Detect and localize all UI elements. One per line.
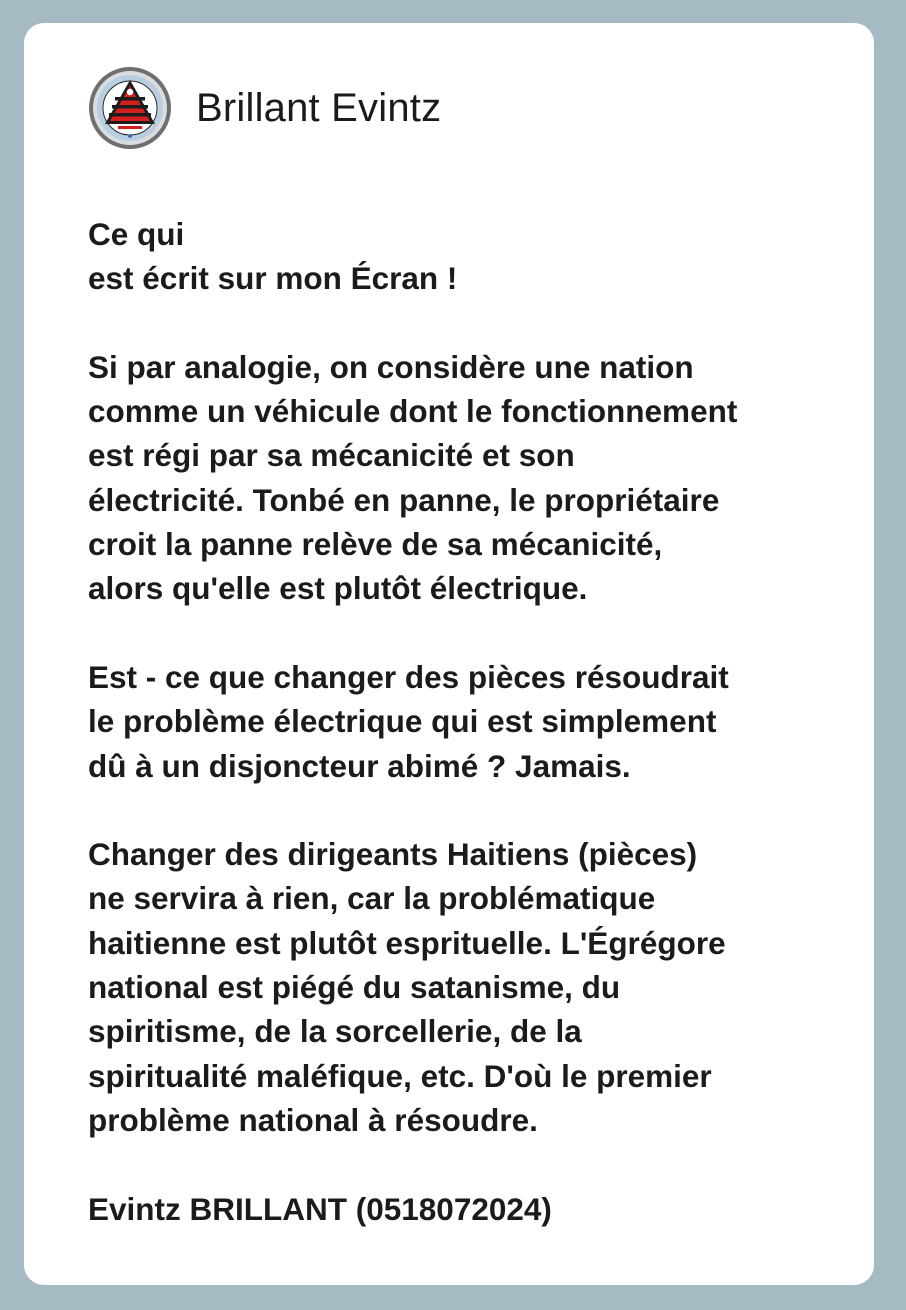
paragraph bbox=[88, 212, 848, 301]
paragraph bbox=[88, 345, 848, 611]
author-name[interactable]: Brillant Evintz bbox=[196, 85, 442, 130]
paragraph bbox=[88, 655, 848, 788]
text-line: haitienne est plutôt esprituelle. L'Égrégore bbox=[88, 924, 726, 961]
text-line: le problème électrique qui est simplement bbox=[88, 703, 717, 740]
signature bbox=[88, 1187, 848, 1231]
paragraph bbox=[88, 832, 848, 1142]
post-body bbox=[88, 212, 848, 1231]
avatar[interactable] bbox=[88, 66, 172, 150]
text-line: spiritisme, de la sorcellerie, de la bbox=[88, 1013, 582, 1050]
text-line: problème national à résoudre. bbox=[88, 1101, 538, 1138]
text-line: est régi par sa mécanicité et son bbox=[88, 437, 575, 474]
post-header bbox=[88, 65, 441, 151]
text-line: Est - ce que changer des pièces résoudrait bbox=[88, 658, 729, 695]
text-line: spiritualité maléfique, etc. D'où le premier bbox=[88, 1057, 712, 1094]
text-line: croit la panne relève de sa mécanicité, bbox=[88, 526, 663, 563]
text-line: Si par analogie, on considère une nation bbox=[88, 348, 694, 385]
signature-line: Evintz BRILLANT (0518072024) bbox=[88, 1190, 552, 1227]
text-line: comme un véhicule dont le fonctionnement bbox=[88, 393, 738, 430]
text-line: national est piégé du satanisme, du bbox=[88, 969, 621, 1006]
post-card bbox=[24, 23, 874, 1285]
text-line: Changer des dirigeants Haitiens (pièces) bbox=[88, 836, 698, 873]
text-line: alors qu'elle est plutôt électrique. bbox=[88, 570, 588, 607]
text-line: dû à un disjoncteur abimé ? Jamais. bbox=[88, 747, 631, 784]
text-line: électricité. Tonbé en panne, le propriétaire bbox=[88, 481, 720, 518]
text-line: Ce qui bbox=[88, 216, 185, 252]
text-line: est écrit sur mon Écran ! bbox=[88, 260, 458, 297]
text-line: ne servira à rien, car la problématique bbox=[88, 880, 656, 917]
